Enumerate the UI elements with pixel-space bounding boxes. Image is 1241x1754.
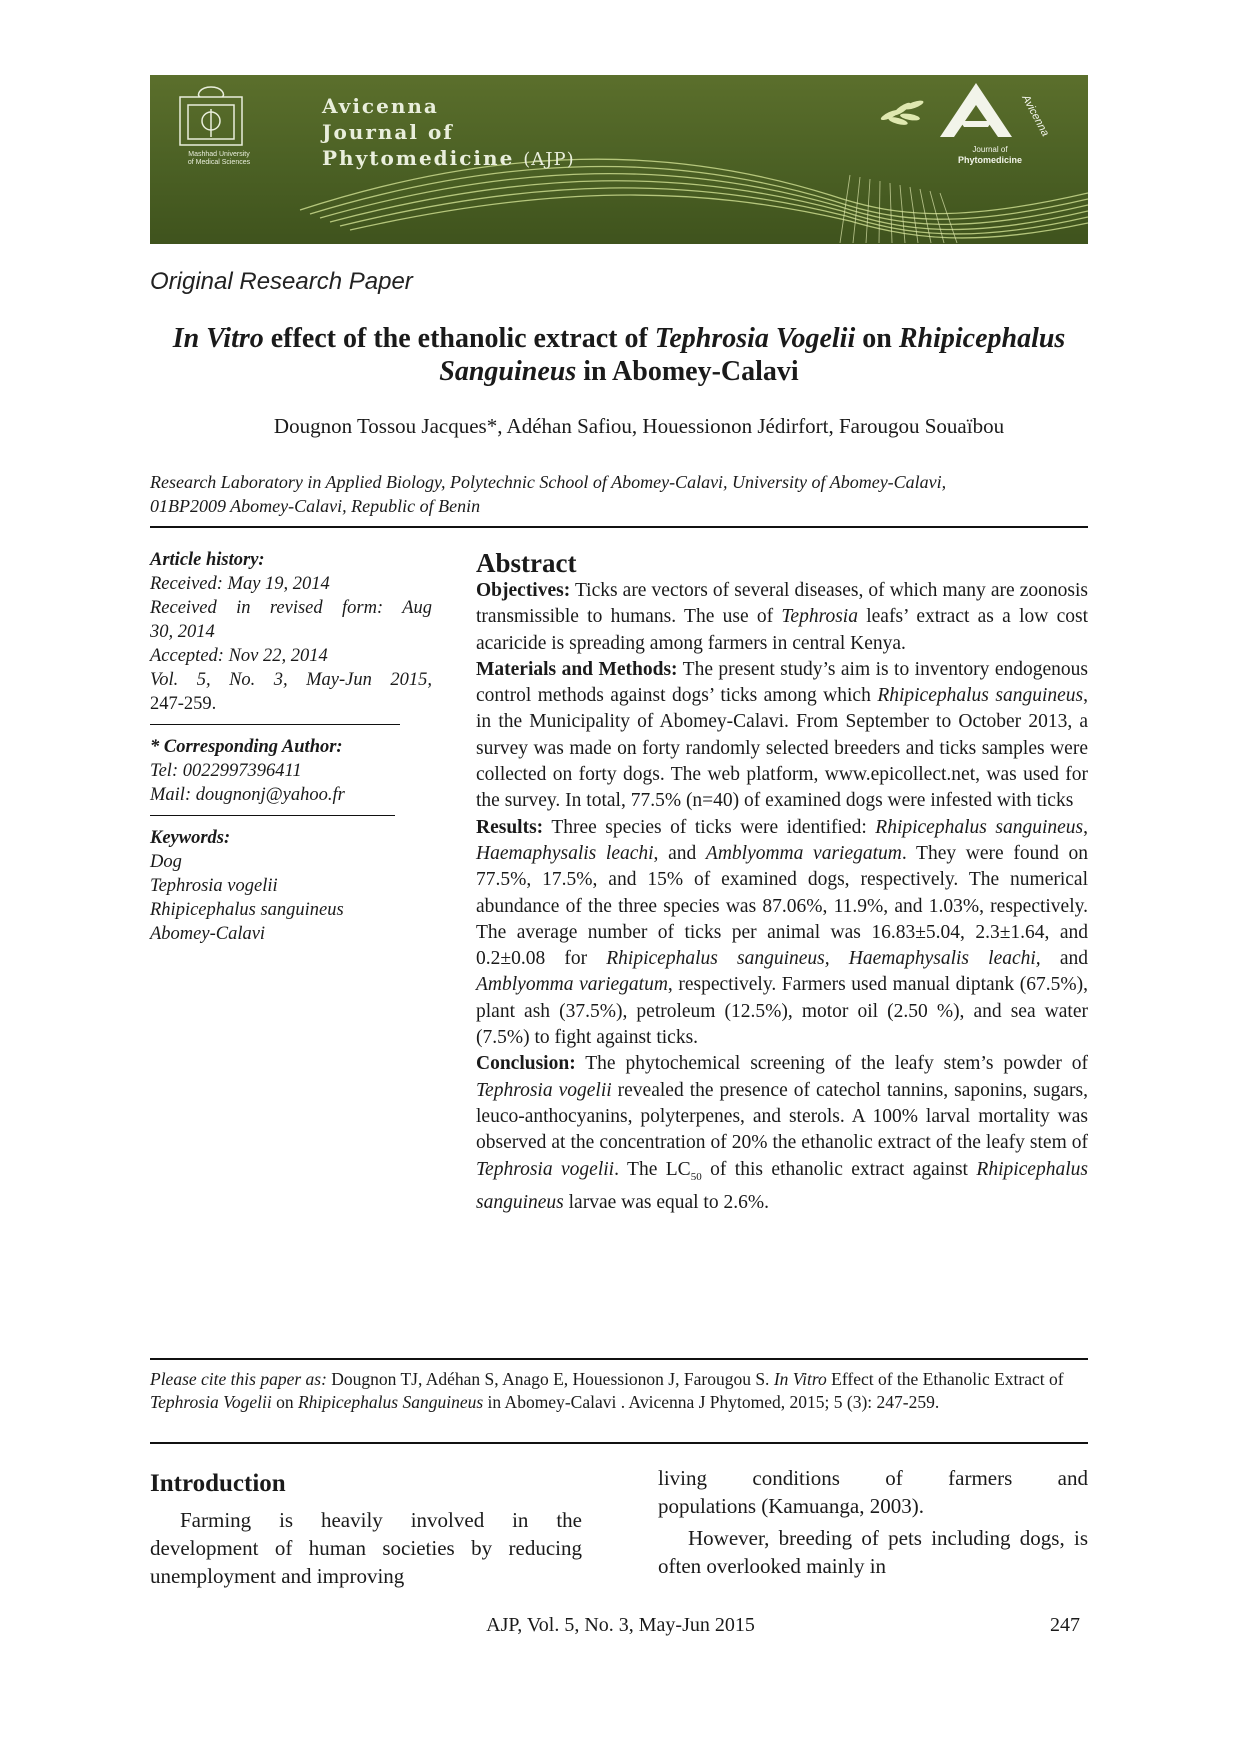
introduction-heading: Introduction bbox=[150, 1470, 286, 1497]
divider bbox=[150, 724, 400, 725]
journal-line3: Phytomedicine (AJP) bbox=[322, 146, 575, 170]
logo-word: Avicenna bbox=[1019, 93, 1052, 139]
divider bbox=[150, 815, 395, 816]
keyword: Dog bbox=[150, 852, 182, 872]
intro-column-2-line1: living conditions of farmers and bbox=[658, 1466, 1088, 1490]
volume-info: Vol. 5, No. 3, May-Jun 2015, bbox=[150, 670, 432, 690]
university-emblem bbox=[180, 87, 242, 145]
mail: Mail: dougnonj@yahoo.fr bbox=[150, 785, 345, 805]
paper-title: In Vitro effect of the ethanolic extract of Tephrosia Vogelii on Rhipicephalus Sanguineus in Abomey-Calavi bbox=[172, 323, 1066, 387]
abstract-objectives: Objectives: Ticks are vectors of several diseases, of which many are zoonosis transmissible to humans. The use of Tephrosia leafs’ extract as a low cost acaricide is spreading among farmers in central Kenya. bbox=[476, 580, 1088, 654]
journal-abbr: (AJP) bbox=[523, 149, 575, 170]
keyword: Tephrosia vogelii bbox=[150, 876, 278, 896]
logo-caption: Journal of Phytomedicine bbox=[957, 145, 1022, 165]
divider bbox=[150, 526, 1088, 528]
keywords-heading: Keywords: bbox=[150, 828, 231, 848]
journal-title bbox=[322, 93, 575, 173]
divider bbox=[150, 1442, 1088, 1444]
page-range: 247-259. bbox=[150, 694, 217, 714]
affiliation: Research Laboratory in Applied Biology, Polytechnic School of Abomey-Calavi, University of Abomey-Calavi, 01BP2009 Abomey-Calavi, Republic of Benin bbox=[150, 472, 947, 516]
abstract-results: Results: Three species of ticks were identified: Rhipicephalus sanguineus, Haemaphysalis leachi, and Amblyomma variegatum. They were found on 77.5%, 17.5%, and 15% of examined dogs, respectively. The numerical abundance of the three species was 87.06%, 11.9%, and 1.03%, respectively. The average number of ticks per animal was 16.83±5.04, 2.3±1.64, and 0.2±0.08 for Rhipicephalus sanguineus, Haemaphysalis leachi, and Amblyomma variegatum, respectively. Farmers used manual diptank (67.5%), plant ash (37.5%), petroleum (12.5%), motor oil (2.50 %), and sea water (7.5%) to fight against ticks. bbox=[476, 816, 1088, 1049]
history-heading: Article history: bbox=[150, 550, 265, 570]
authors: Dougnon Tossou Jacques*, Adéhan Safiou, Houessionon Jédirfort, Farougou Souaïbou bbox=[273, 414, 1005, 438]
abstract-methods: Materials and Methods: The present study’s aim is to inventory endogenous control methods against dogs’ ticks among which Rhipicephalus sanguineus, in the Municipality of Abomey-Calavi. From September to October 2013, a survey was made on forty randomly selected breeders and ticks samples were collected on forty dogs. The web platform, www.epicollect.net, was used for the survey. In total, 77.5% (n=40) of examined dogs were infested with ticks bbox=[476, 658, 1088, 812]
journal-line2: Journal of bbox=[322, 120, 454, 144]
avicenna-logo bbox=[940, 83, 1012, 137]
intro-column-2-para2: However, breeding of pets including dogs, is often overlooked mainly in bbox=[658, 1526, 1088, 1578]
revised-date: Received in revised form: Aug bbox=[150, 598, 432, 618]
abstract bbox=[476, 548, 1088, 1216]
article-info-sidebar: Article history: Received: May 19, 2014 Received in revised form: Aug 30, 2014 Accepted: Nov 22, 2014 Vol. 5, No. 3, May-Jun 2015, 247-259. * Corresponding Author: Tel: 0022997396411 Mail: dougnonj@yahoo.fr Keywords: Dog Tephrosia vogelii Rhipicephalus sanguineus Abomey-Calavi bbox=[150, 550, 432, 944]
corresponding-heading: * Corresponding Author: bbox=[150, 737, 343, 757]
abstract-heading: Abstract bbox=[476, 548, 577, 578]
intro-column-2-line2: populations (Kamuanga, 2003). bbox=[658, 1494, 924, 1518]
university-caption: Mashhad University of Medical Sciences bbox=[187, 151, 251, 166]
paper-type: Original Research Paper bbox=[150, 268, 413, 295]
citation: Please cite this paper as: Dougnon TJ, Adéhan S, Anago E, Houessionon J, Farougou S. In Vitro Effect of the Ethanolic Extract of Tephrosia Vogelii on Rhipicephalus Sanguineus in Abomey-Calavi . Avicenna J Phytomed, 2015; 5 (3): 247-259. bbox=[150, 1369, 1064, 1412]
tel: Tel: 0022997396411 bbox=[150, 761, 302, 781]
keyword: Rhipicephalus sanguineus bbox=[150, 900, 344, 920]
leaf-branch bbox=[880, 99, 925, 127]
received-date: Received: May 19, 2014 bbox=[150, 574, 330, 594]
keyword: Abomey-Calavi bbox=[150, 924, 266, 944]
footer-journal: AJP, Vol. 5, No. 3, May-Jun 2015 bbox=[486, 1614, 755, 1636]
page-number: 247 bbox=[1050, 1614, 1080, 1636]
intro-column-1: Farming is heavily involved in the development of human societies by reducing unemployment and improving bbox=[150, 1508, 582, 1588]
divider bbox=[150, 1358, 1088, 1360]
journal-line1: Avicenna bbox=[322, 94, 439, 118]
journal-banner bbox=[150, 75, 1088, 244]
accepted-date: Accepted: Nov 22, 2014 bbox=[150, 646, 328, 666]
abstract-conclusion: Conclusion: The phytochemical screening of the leafy stem’s powder of Tephrosia vogelii revealed the presence of catechol tannins, saponins, sugars, leuco-anthocyanins, polyterpenes, and sterols. A 100% larval mortality was observed at the concentration of 20% the ethanolic extract of the leafy stem of Tephrosia vogelii. The $LC_{50}$ of this ethanolic extract against Rhipicephalus sanguineus larvae was equal to 2.6%. bbox=[476, 1053, 1088, 1213]
